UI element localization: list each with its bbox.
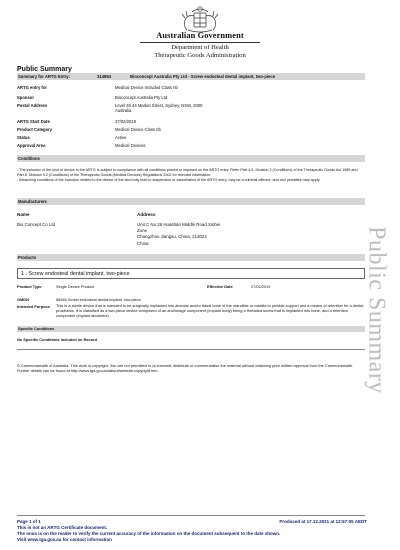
summary-entry-description: Bioconcept Australia Pty Ltd - Screw endosteal dental implant, two-piece [130,74,276,79]
watermark-text: Public Summary [363,226,390,394]
address-line: Level 26 44 Market Street, Sydney, NSW, 2000 [115,103,203,108]
government-header [0,31,400,59]
gmdn-label: GMDN [17,297,29,302]
gmdn-value: 58949 Screw endosteal dental implant, two-piece [56,297,141,302]
condition-item: - The inclusion of the kind of device in the ARTG is subject to compliance with all conditions placed or imposed on the ARTG entry. Refer Part 4-5, Division 2 (Conditions) of the Therapeutic Goods Act 1989 and Part 5, Division 5.2 (Conditions) of the Therapeutic Goods (Medical Devices) Regulations 2002 for relevant information. [17,168,358,177]
effective-date-value: 27/02/2019 [251,284,271,289]
detail-label: ARTG Start Date [17,119,50,124]
address-line: Changzhou Jiangsu, China, 213022 [137,234,207,240]
footer-note: The onus is on the reader to verify the current accuracy of the information on the document subsequent to the date shown. [17,531,281,536]
address-line: Unit C No 26 Huashan Middle Road Xinbei [137,222,221,227]
detail-value: Medical Device Class IIb [115,127,161,132]
manufacturer-address-label: Address [137,212,156,217]
conditions-text [17,168,362,183]
address-line: China [137,240,149,246]
summary-entry-number: 314894 [97,74,111,79]
specific-conditions-heading: Specific Conditions [17,326,365,332]
detail-value: Bioconcept Australia Pty Ltd [115,95,168,100]
detail-value: Medical Devices [115,143,146,148]
detail-value: Medical Device Included Class IIb [115,85,178,90]
address-line: Zone [137,228,148,234]
products-heading: Products [17,254,365,261]
page-title: Public Summary [17,66,72,73]
detail-value: 27/02/2019 [115,119,136,124]
effective-date-label: Effective Date [207,284,233,289]
header-divider [140,42,260,43]
condition-item: - Breaching conditions of the inclusion related to the device of the kind may lead to suspension or cancellation of the ARTG entry; may be a criminal offence; and civil penalties may apply. [17,177,321,182]
detail-label: Postal Address [17,103,48,108]
page-footer [17,519,387,543]
product-type-label: Product Type [17,284,42,289]
product-title-box: 1 . Screw endosteal dental implant, two-piece [17,268,365,279]
manufacturer-address [137,222,220,247]
copyright-notice: © Commonwealth of Australia. This work is copyright. You are not permitted to re-transmit, distribute or commercialise the material without obtaining prior written approval from the Commonwealth. Further details can be found at http://www.tga.gov.au/about/website-copyright.htm. [17,363,354,374]
footer-contact: Visit www.tga.gov.au for contact information [17,537,112,542]
intended-purpose-label: Intended Purpose [17,304,50,309]
produced-timestamp: Produced at 17.12.2021 at 12:57:05 AEDT [279,519,367,524]
footer-divider [17,515,365,516]
address-line: Australia [115,108,132,114]
section-divider [17,349,365,350]
intended-purpose-text: This is a sterile device that is intended to be surgically implanted into alveolar and/or basal bone of the mandible or maxilla to provide support and a means of retention for a dental prosthesis. It is classified as a two-piece device composed of an anchorage component (implant body) being a threaded screw that is implanted into bone, and a retention component (implant abutment) [56,303,364,318]
detail-value: Active [115,135,127,140]
government-title: Australian Government [156,31,244,40]
footer-note: This is not an ARTG Certificate document. [17,525,108,530]
summary-entry-bar [17,73,365,80]
manufacturer-name-label: Name [17,212,30,217]
manufacturer-name: Bio Concept Co Ltd [17,222,56,227]
detail-value [115,103,202,114]
footer-row [17,519,387,525]
public-summary-watermark [354,185,398,435]
detail-label: Status [17,135,30,140]
detail-label: ARTG entry for [17,85,48,90]
summary-entry-label: Summary for ARTG Entry: [18,74,70,79]
page-number: Page 1 of 1 [17,519,41,524]
detail-label: Sponsor [17,95,34,100]
product-type-value: Single Device Product [56,284,95,289]
specific-conditions-text: No Specific Conditions included on Record [17,337,97,342]
detail-label: Product Category [17,127,53,132]
department-name: Department of Health [171,44,229,51]
conditions-heading: Conditions [17,155,365,162]
coat-of-arms-icon [170,4,230,34]
agency-name: Therapeutic Goods Administration [154,52,246,59]
manufacturers-heading: Manufacturers [17,198,365,205]
detail-label: Approval Area [17,143,46,148]
